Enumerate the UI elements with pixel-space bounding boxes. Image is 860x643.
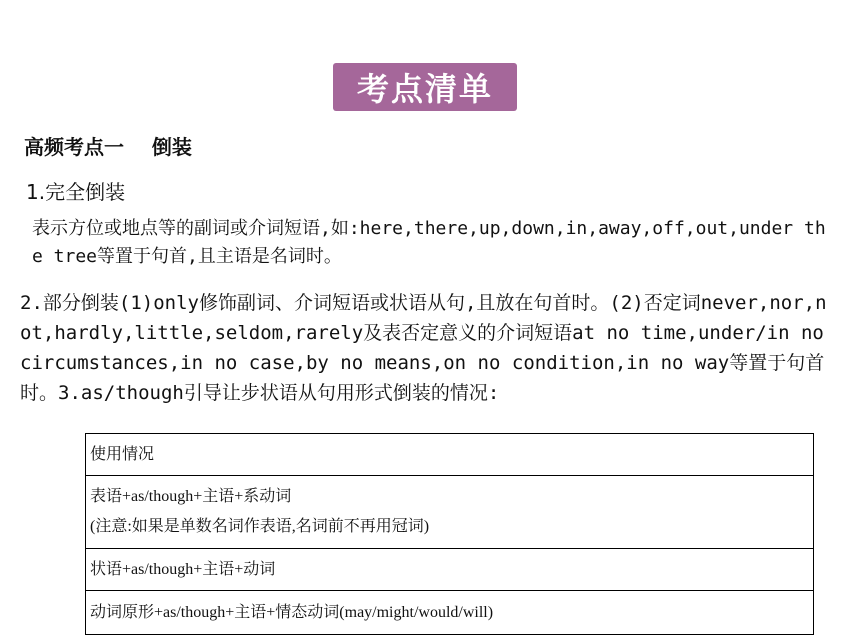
table-row bbox=[86, 549, 814, 591]
table-row bbox=[86, 591, 814, 635]
section-badge: 考点清单 bbox=[333, 63, 517, 111]
cell-text: 表语+as/though+主语+系动词 bbox=[90, 488, 292, 505]
cell-note: (注意:如果是单数名词作表语,名词前不再用冠词) bbox=[90, 518, 430, 535]
subsection-title: 1.完全倒装 bbox=[26, 180, 126, 204]
full-inversion-text: 表示方位或地点等的副词或介词短语,如:here,there,up,down,in,away,off,out,under the tree等置于句首,且主语是名词时。 bbox=[32, 218, 826, 267]
topic-heading: 高频考点一 倒装 bbox=[24, 135, 192, 159]
table-row bbox=[86, 434, 814, 476]
usage-table bbox=[85, 433, 814, 635]
table-cell bbox=[86, 476, 814, 549]
cell-text: 状语+as/though+主语+动词 bbox=[90, 560, 276, 578]
table-cell bbox=[86, 549, 814, 591]
table-row bbox=[86, 476, 814, 549]
cell-text: 动词原形+as/though+主语+情态动词(may/might/would/will) bbox=[90, 603, 494, 621]
table-cell bbox=[86, 591, 814, 635]
partial-inversion-text: 2.部分倒装(1)only修饰副词、介词短语或状语从句,且放在句首时。(2)否定词never,nor,not,hardly,little,seldom,rarely及表否定意义的介词短语at no time,under/in no circumstances,in no case,by no means,on no condition,in no way等置于句首时。3.as/though引导让步状语从句用形式倒装的情况: bbox=[20, 292, 827, 404]
table-cell bbox=[86, 434, 814, 476]
cell-text: 使用情况 bbox=[90, 445, 155, 463]
